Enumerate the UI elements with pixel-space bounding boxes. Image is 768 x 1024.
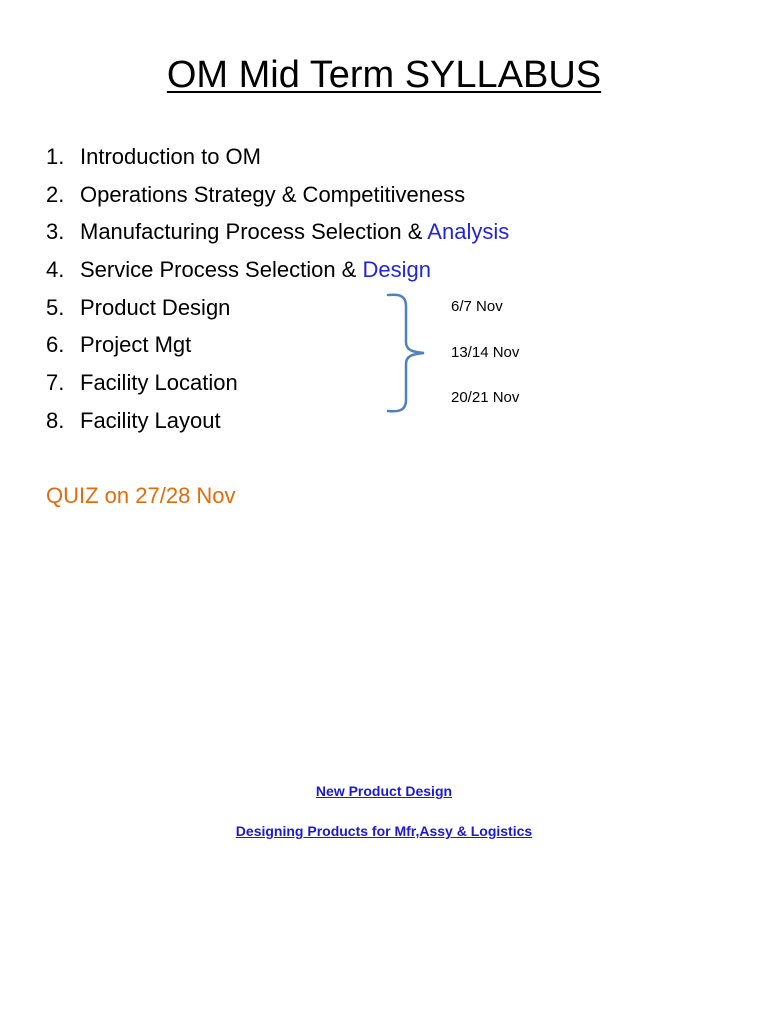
syllabus-item-1	[46, 138, 509, 176]
page-title: OM Mid Term SYLLABUS	[166, 54, 602, 96]
item-text: Product Design	[80, 294, 231, 320]
syllabus-item-2	[46, 176, 509, 214]
schedule-date-3: 20/21 Nov	[451, 389, 520, 406]
item-text: Introduction to OM	[80, 144, 261, 169]
syllabus-item-5	[46, 289, 509, 327]
schedule-date-1: 6/7 Nov	[451, 298, 503, 315]
item-text: Facility Layout	[80, 407, 221, 433]
syllabus-list	[46, 138, 509, 440]
designing-products-link[interactable]: Designing Products for Mfr,Assy & Logistics	[235, 823, 533, 839]
right-brace-icon	[384, 292, 428, 414]
syllabus-item-4	[46, 251, 509, 289]
syllabus-item-8	[46, 402, 509, 440]
item-highlight: Design	[362, 257, 431, 283]
item-number: 7.	[46, 370, 65, 396]
syllabus-item-6	[46, 326, 509, 364]
item-text: Project Mgt	[80, 332, 192, 358]
item-number: 8.	[46, 407, 65, 433]
syllabus-item-3	[46, 213, 509, 251]
item-number: 1.	[46, 144, 65, 169]
item-text: Service Process Selection &	[80, 257, 363, 283]
item-number: 2.	[46, 181, 65, 207]
item-number: 6.	[46, 332, 65, 358]
item-highlight: Analysis	[427, 219, 510, 245]
schedule-date-2: 13/14 Nov	[451, 344, 520, 361]
item-number: 5.	[46, 294, 65, 320]
quiz-date: QUIZ on 27/28 Nov	[46, 483, 236, 508]
syllabus-item-7	[46, 364, 509, 402]
item-text: Facility Location	[80, 370, 238, 396]
item-text: Operations Strategy & Competitiveness	[80, 181, 466, 207]
item-text: Manufacturing Process Selection &	[80, 219, 428, 245]
item-number: 4.	[46, 257, 65, 283]
item-number: 3.	[46, 219, 65, 245]
new-product-design-link[interactable]: New Product Design	[315, 783, 453, 799]
brace-path	[388, 295, 424, 412]
